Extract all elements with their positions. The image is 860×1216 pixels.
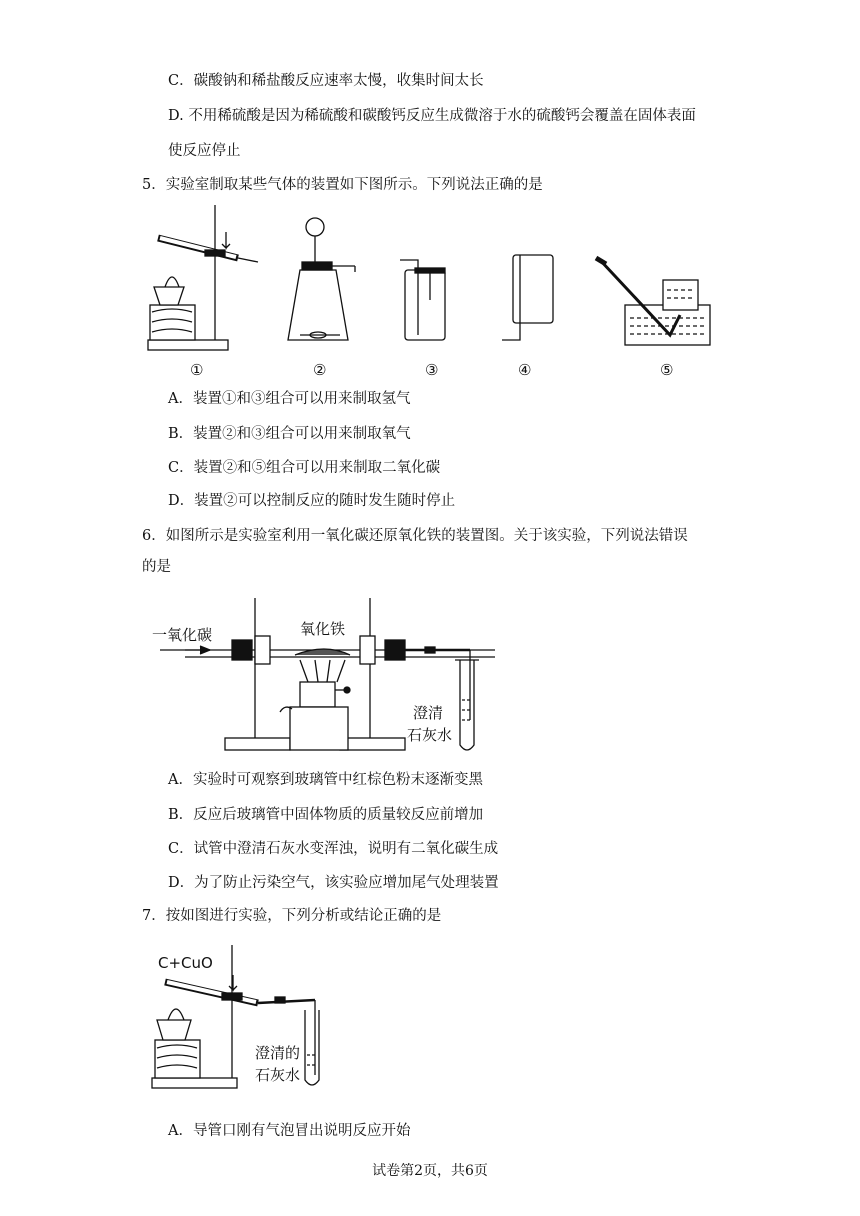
lime-water-label-line1: 澄清的: [255, 1044, 301, 1062]
q7-option-a: A．导管口刚有气泡冒出说明反应开始: [168, 1123, 411, 1139]
lime-water-label-line2: 石灰水: [407, 726, 453, 744]
q5-option-b: B．装置②和③组合可以用来制取氧气: [168, 426, 411, 442]
q4-option-d: D. 不用稀硫酸是因为稀硫酸和碳酸钙反应生成微溶于水的硫酸钙会覆盖在固体表面: [168, 108, 696, 124]
apparatus-label-4: ④: [518, 361, 532, 379]
q4-option-d-continuation: 使反应停止: [168, 143, 241, 159]
q6-option-a: A．实验时可观察到玻璃管中红棕色粉末逐渐变黑: [168, 772, 483, 788]
lime-water-label-line1: 澄清: [413, 704, 444, 722]
q6-option-b: B．反应后玻璃管中固体物质的质量较反应前增加: [168, 807, 484, 823]
gas-label-carbon-monoxide: 一氧化碳: [152, 626, 213, 644]
page-footer: 试卷第2页，共6页: [372, 1163, 488, 1179]
q6-stem-continuation: 的是: [142, 559, 171, 575]
q6-option-c: C．试管中澄清石灰水变浑浊，说明有二氧化碳生成: [168, 841, 499, 857]
apparatus-label-5: ⑤: [660, 361, 674, 379]
q5-option-d: D．装置②可以控制反应的随时发生随时停止: [168, 493, 456, 509]
q6-stem: 6．如图所示是实验室利用一氧化碳还原氧化铁的装置图。关于该实验，下列说法错误: [142, 528, 688, 544]
q4-option-c: C．碳酸钠和稀盐酸反应速率太慢，收集时间太长: [168, 73, 484, 89]
apparatus-label-2: ②: [313, 361, 327, 379]
apparatus-label-1: ①: [190, 361, 204, 379]
q6-option-d: D．为了防止污染空气，该实验应增加尾气处理装置: [168, 875, 499, 891]
q5-option-c: C．装置②和⑤组合可以用来制取二氧化碳: [168, 460, 441, 476]
q5-stem: 5．实验室制取某些气体的装置如下图所示。下列说法正确的是: [142, 177, 543, 193]
reactant-label-c-cuo: C+CuO: [158, 954, 213, 972]
q7-stem: 7．按如图进行实验，下列分析或结论正确的是: [142, 908, 442, 924]
q5-option-a: A．装置①和③组合可以用来制取氢气: [168, 391, 411, 407]
lime-water-label-line2: 石灰水: [255, 1066, 301, 1084]
solid-label-iron-oxide: 氧化铁: [300, 620, 346, 638]
apparatus-label-3: ③: [425, 361, 439, 379]
